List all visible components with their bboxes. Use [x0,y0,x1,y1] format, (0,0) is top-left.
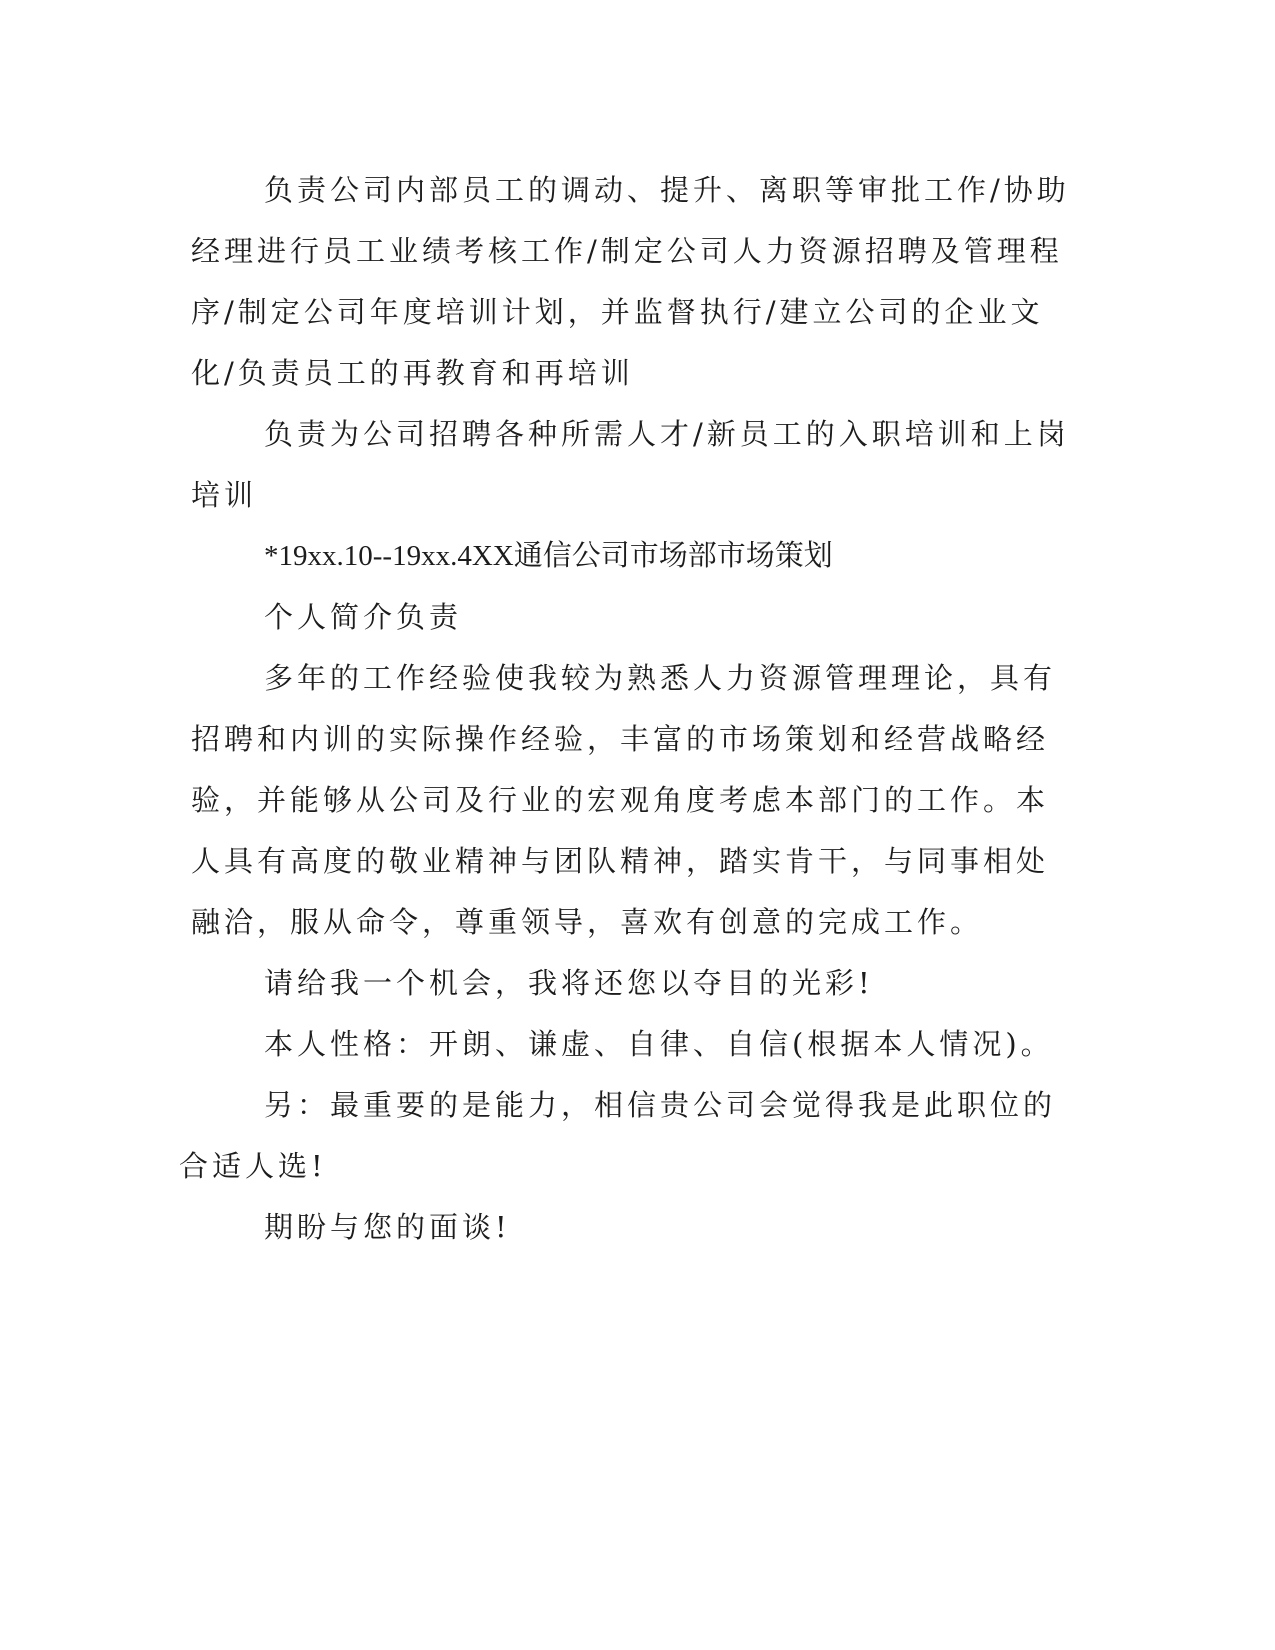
paragraph-profile-heading: 个人简介负责 [264,600,463,634]
document-body [179,160,1081,1258]
paragraph-personality: 本人性格：开朗、谦虚、自律、自信(根据本人情况)。 [264,1027,1054,1061]
paragraph-ability: 另：最重要的是能力，相信贵公司会觉得我是此职位的合适人选! [179,1088,1057,1183]
paragraph-closing: 期盼与您的面谈! [264,1210,511,1244]
paragraph-responsibilities: 负责公司内部员工的调动、提升、离职等审批工作/协助经理进行员工业绩考核工作/制定公司人力资源招聘及管理程序/制定公司年度培训计划，并监督执行/建立公司的企业文化/负责员工的再教育和再培训 [191,173,1070,390]
paragraph-experience: 多年的工作经验使我较为熟悉人力资源管理理论，具有招聘和内训的实际操作经验，丰富的市场策划和经营战略经验，并能够从公司及行业的宏观角度考虑本部门的工作。本人具有高度的敬业精神与团队精神，踏实肯干，与同事相处融洽，服从命令，尊重领导，喜欢有创意的完成工作。 [191,661,1057,939]
paragraph-request: 请给我一个机会，我将还您以夺目的光彩! [264,966,874,1000]
paragraph-recruiting: 负责为公司招聘各种所需人才/新员工的入职培训和上岗培训 [191,417,1070,512]
paragraph-work-period: *19xx.10--19xx.4XX通信公司市场部市场策划 [264,540,833,572]
